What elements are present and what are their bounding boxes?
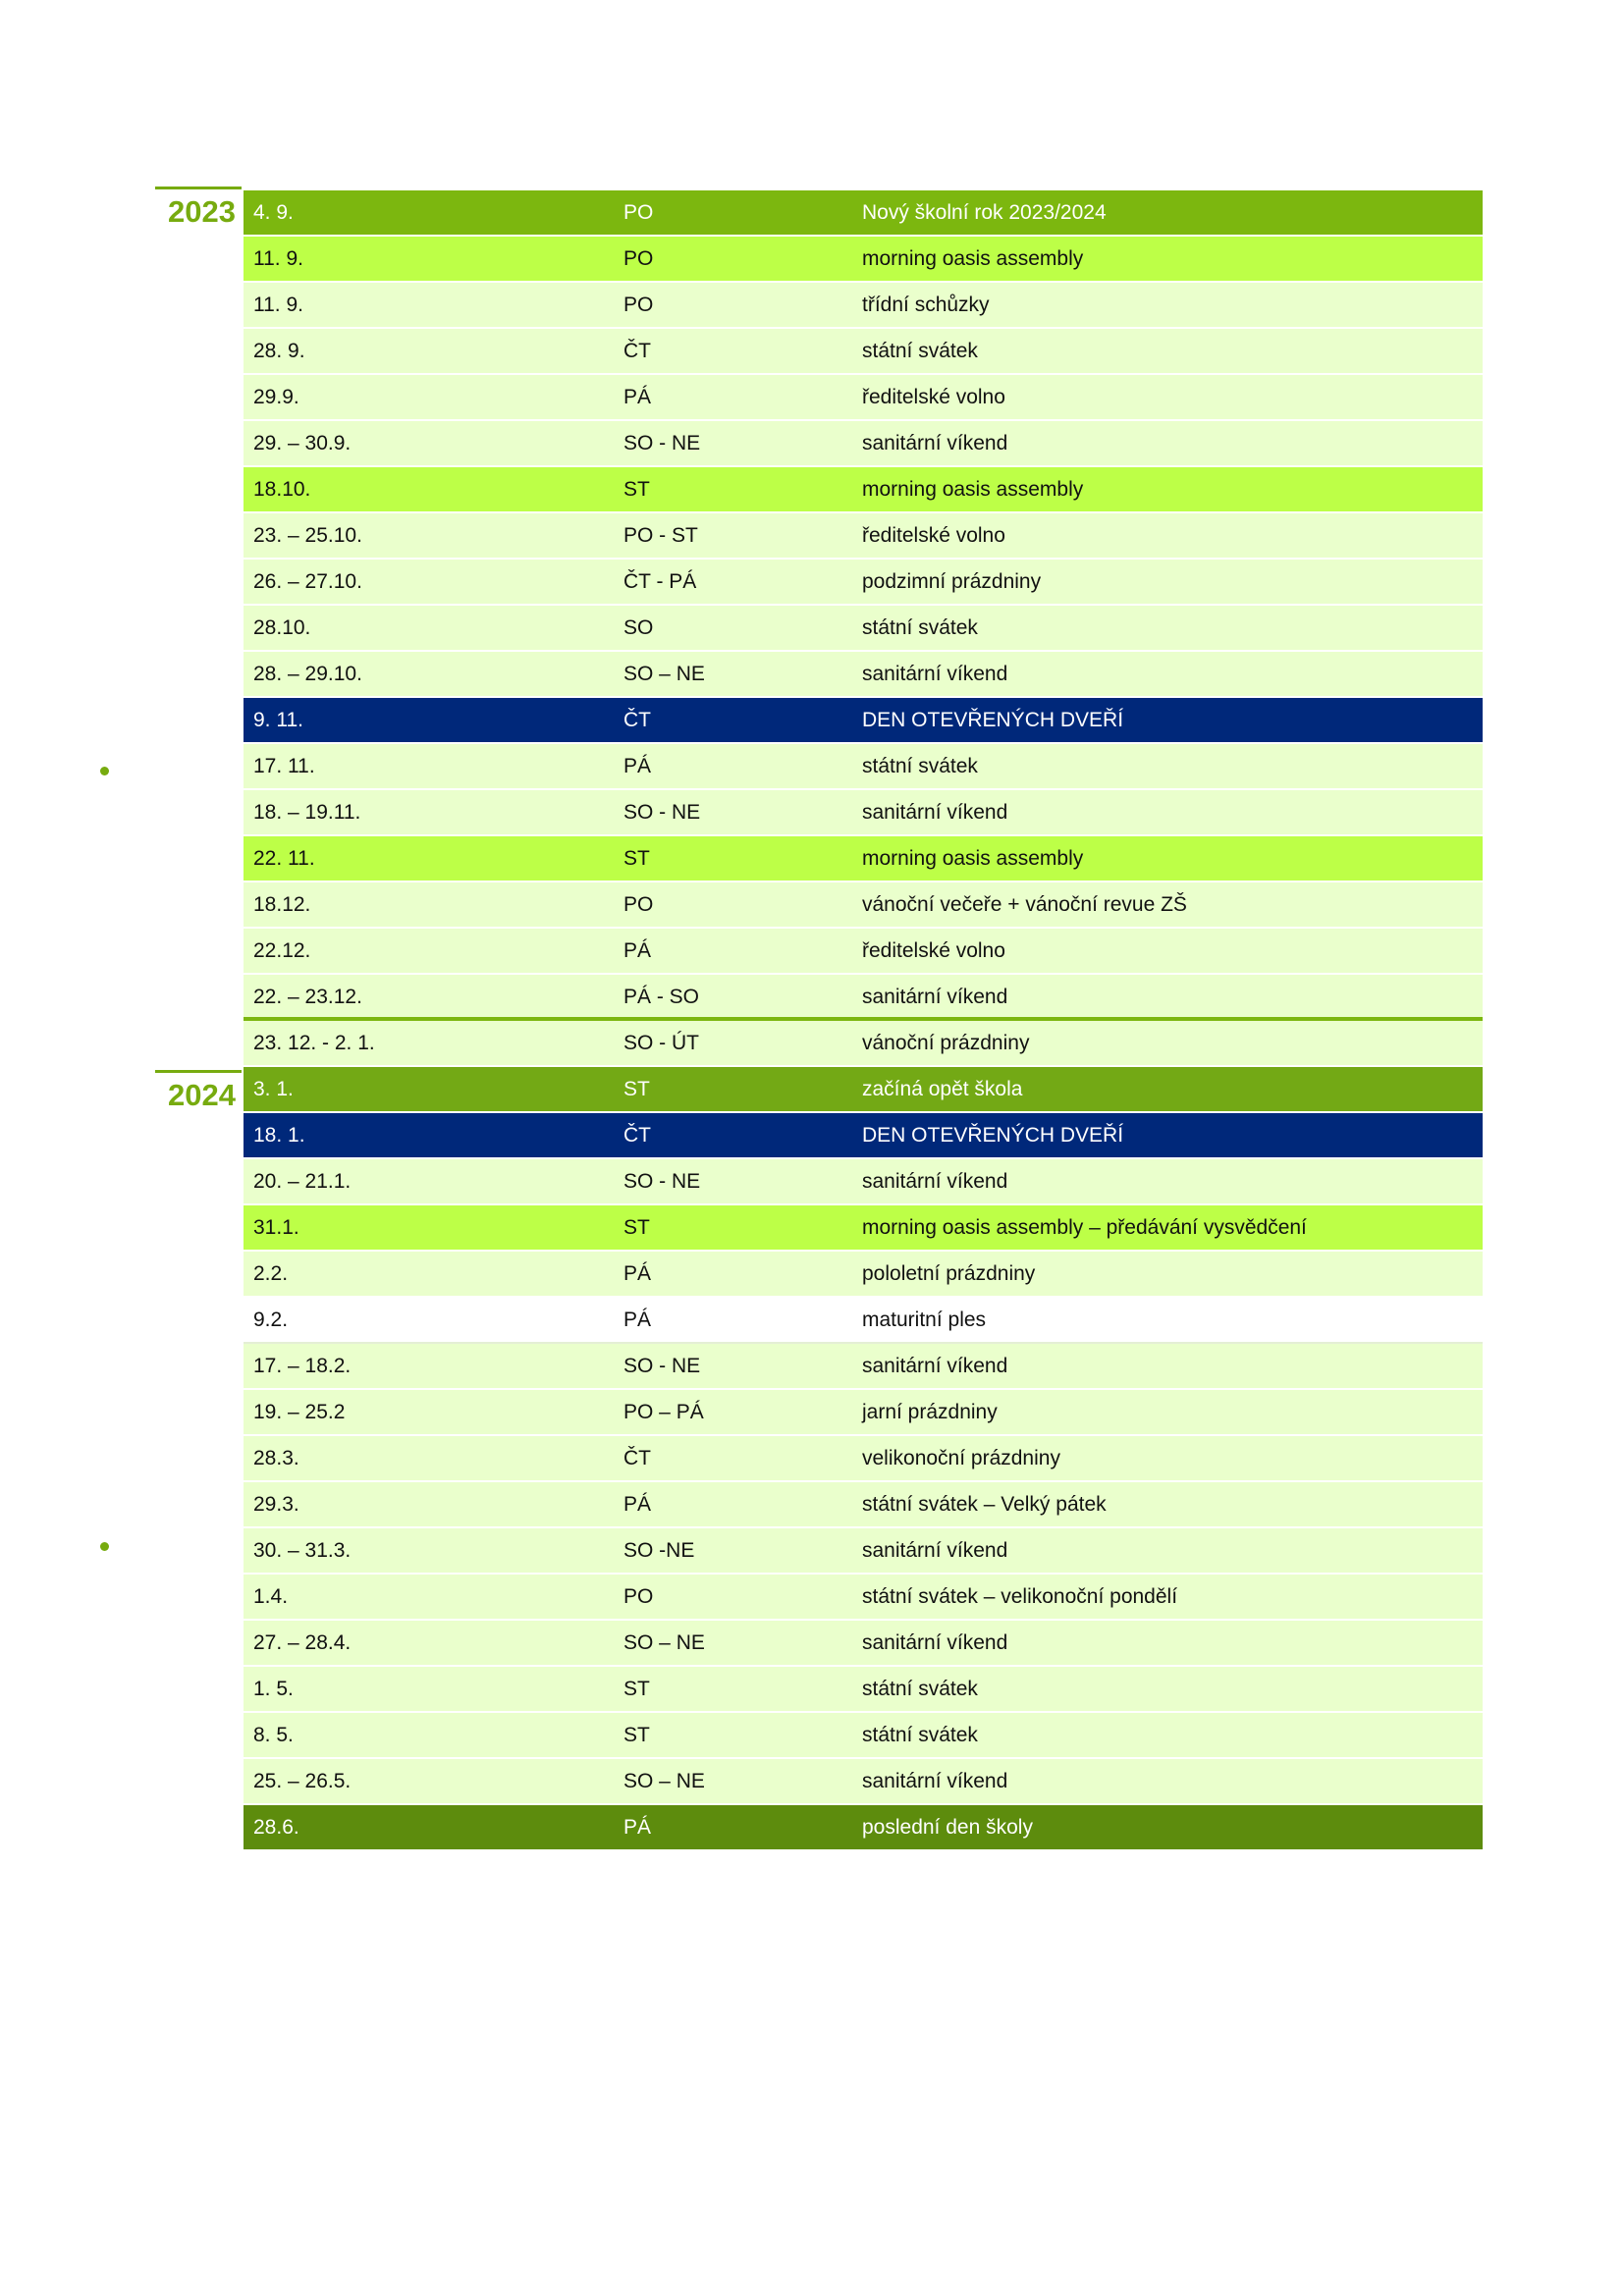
row-date: 19. – 25.2 [253,1401,346,1423]
row-date: 4. 9. [253,201,294,224]
row-date: 18. – 19.11. [253,801,361,824]
row-event: ředitelské volno [862,524,1005,547]
row-date: 23. 12. - 2. 1. [253,1032,375,1054]
table-row [244,421,1483,467]
table-row [244,1344,1483,1390]
row-event: státní svátek [862,1724,978,1746]
table-row [244,698,1483,744]
row-day: SO - NE [623,801,701,824]
row-event: DEN OTEVŘENÝCH DVEŘÍ [862,709,1124,731]
row-date: 30. – 31.3. [253,1539,352,1562]
row-date: 8. 5. [253,1724,294,1746]
row-event: třídní schůzky [862,294,990,316]
table-row [244,1528,1483,1575]
year-divider-2024 [155,1070,242,1073]
row-event: sanitární víkend [862,1631,1008,1654]
row-day: ST [623,1724,650,1746]
row-event: státní svátek – Velký pátek [862,1493,1107,1516]
row-day: PÁ [623,1262,652,1285]
row-date: 1.4. [253,1585,289,1608]
table-row [244,190,1483,237]
row-event: vánoční prázdniny [862,1032,1030,1054]
row-event: ředitelské volno [862,939,1005,962]
row-date: 18.12. [253,893,311,916]
row-date: 29. – 30.9. [253,432,352,454]
row-event: morning oasis assembly [862,847,1084,870]
table-row [244,1759,1483,1805]
table-row [244,1021,1483,1067]
bullet-dot [100,767,109,775]
row-date: 9. 11. [253,709,303,731]
row-day: PÁ [623,1308,652,1331]
table-row [244,1252,1483,1298]
row-day: PÁ [623,1816,652,1839]
row-day: PO [623,247,654,270]
row-date: 18. 1. [253,1124,305,1147]
table-row [244,560,1483,606]
row-event: poslední den školy [862,1816,1033,1839]
row-date: 9.2. [253,1308,289,1331]
table-row [244,237,1483,283]
row-date: 11. 9. [253,247,303,270]
row-day: SO - NE [623,1355,701,1377]
row-event: jarní prázdniny [862,1401,998,1423]
row-day: ČT [623,709,651,731]
row-day: SO – NE [623,1770,705,1792]
table-row [244,1113,1483,1159]
table-row [244,744,1483,790]
row-date: 3. 1. [253,1078,294,1100]
row-day: PO [623,294,654,316]
table-row [244,1205,1483,1252]
row-date: 31.1. [253,1216,299,1239]
row-date: 20. – 21.1. [253,1170,352,1193]
row-event: vánoční večeře + vánoční revue ZŠ [862,893,1187,916]
bullet-dot [100,1542,109,1551]
row-day: PO – PÁ [623,1401,704,1423]
row-event: sanitární víkend [862,1170,1008,1193]
row-date: 27. – 28.4. [253,1631,352,1654]
row-date: 25. – 26.5. [253,1770,352,1792]
table-row [244,1713,1483,1759]
row-date: 28. – 29.10. [253,663,362,685]
row-day: ST [623,1678,650,1700]
row-day: PÁ [623,1493,652,1516]
table-row [244,1067,1483,1113]
row-event: sanitární víkend [862,432,1008,454]
row-day: SO -NE [623,1539,695,1562]
row-date: 22. 11. [253,847,315,870]
row-day: ST [623,847,650,870]
row-date: 28. 9. [253,340,305,362]
row-event: státní svátek [862,1678,978,1700]
row-day: PÁ - SO [623,986,700,1008]
school-calendar-table [244,190,1483,1849]
row-day: SO - NE [623,432,701,454]
row-event: DEN OTEVŘENÝCH DVEŘÍ [862,1124,1124,1147]
year-label-2024: 2024 [168,1078,236,1112]
row-day: ST [623,478,650,501]
table-row [244,1621,1483,1667]
row-event: státní svátek [862,340,978,362]
row-event: morning oasis assembly [862,478,1084,501]
row-event: sanitární víkend [862,1770,1008,1792]
year-label-2023: 2023 [168,194,236,229]
table-row [244,1390,1483,1436]
row-day: PÁ [623,755,652,777]
row-date: 22. – 23.12. [253,986,362,1008]
table-row [244,467,1483,513]
row-event: velikonoční prázdniny [862,1447,1060,1469]
table-row [244,1298,1483,1344]
row-day: PO [623,893,654,916]
table-row [244,975,1483,1021]
row-day: PO [623,1585,654,1608]
row-day: ST [623,1078,650,1100]
row-date: 28.3. [253,1447,299,1469]
row-day: PÁ [623,386,652,408]
row-day: SO – NE [623,663,705,685]
table-row [244,329,1483,375]
row-day: SO – NE [623,1631,705,1654]
row-day: SO - NE [623,1170,701,1193]
row-date: 2.2. [253,1262,289,1285]
row-event: státní svátek – velikonoční pondělí [862,1585,1178,1608]
table-row [244,882,1483,929]
row-day: PO [623,201,654,224]
row-event: pololetní prázdniny [862,1262,1036,1285]
table-row [244,606,1483,652]
row-event: státní svátek [862,755,978,777]
row-day: PÁ [623,939,652,962]
table-row [244,929,1483,975]
table-row [244,283,1483,329]
row-day: PO - ST [623,524,698,547]
row-event: sanitární víkend [862,1355,1008,1377]
table-row [244,1436,1483,1482]
row-event: morning oasis assembly [862,247,1084,270]
row-date: 29.9. [253,386,299,408]
table-row [244,375,1483,421]
row-event: morning oasis assembly – předávání vysvědčení [862,1216,1307,1239]
row-event: ředitelské volno [862,386,1005,408]
row-event: Nový školní rok 2023/2024 [862,201,1107,224]
row-day: ČT [623,340,651,362]
row-day: SO - ÚT [623,1032,699,1054]
row-date: 18.10. [253,478,311,501]
table-row [244,790,1483,836]
row-day: ČT - PÁ [623,570,697,593]
table-row [244,1667,1483,1713]
row-day: ČT [623,1124,651,1147]
table-row [244,513,1483,560]
year-divider-2023 [155,187,242,189]
row-event: začíná opět škola [862,1078,1023,1100]
row-date: 1. 5. [253,1678,294,1700]
row-date: 17. – 18.2. [253,1355,352,1377]
table-row [244,652,1483,698]
row-date: 28.10. [253,616,311,639]
row-event: podzimní prázdniny [862,570,1042,593]
row-day: ČT [623,1447,651,1469]
row-date: 26. – 27.10. [253,570,362,593]
table-row [244,836,1483,882]
table-row [244,1575,1483,1621]
row-day: SO [623,616,654,639]
row-event: státní svátek [862,616,978,639]
row-date: 17. 11. [253,755,315,777]
row-date: 29.3. [253,1493,299,1516]
table-row [244,1805,1483,1849]
table-row [244,1482,1483,1528]
row-date: 22.12. [253,939,311,962]
row-date: 23. – 25.10. [253,524,362,547]
row-event: maturitní ples [862,1308,987,1331]
row-event: sanitární víkend [862,801,1008,824]
row-date: 28.6. [253,1816,299,1839]
row-event: sanitární víkend [862,986,1008,1008]
table-row [244,1159,1483,1205]
row-day: ST [623,1216,650,1239]
row-event: sanitární víkend [862,1539,1008,1562]
row-date: 11. 9. [253,294,303,316]
row-event: sanitární víkend [862,663,1008,685]
